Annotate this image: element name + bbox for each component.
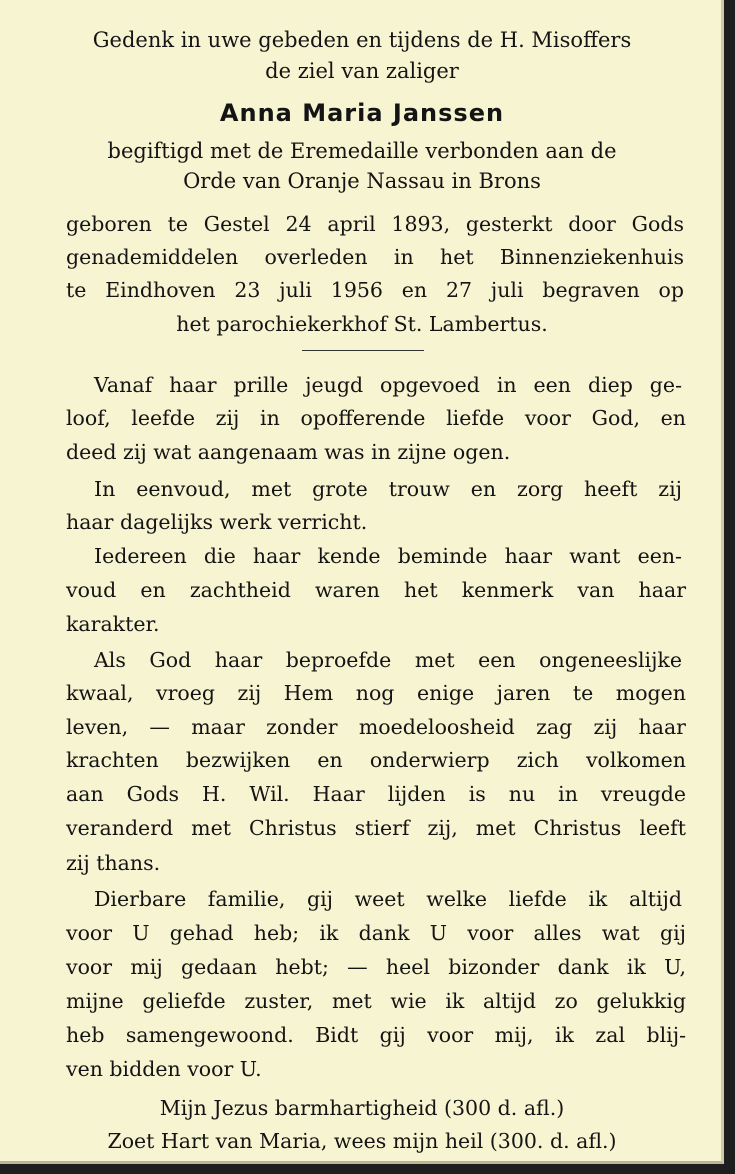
divider — [302, 350, 424, 351]
body-line: Iedereen die haar kende beminde haar want een- — [94, 544, 682, 568]
body-line: mijne geliefde zuster, met wie ik altijd zo gelukkig — [66, 989, 686, 1013]
deceased-name: Anna Maria Janssen — [219, 99, 505, 127]
body-line: aan Gods H. Wil. Haar lijden is nu in vreugde — [66, 782, 686, 806]
body-line: ven bidden voor U. — [66, 1057, 262, 1081]
honor-line-2: Orde van Oranje Nassau in Brons — [183, 169, 541, 193]
body-line: voor mij gedaan hebt; — heel bizonder dank ik U, — [66, 955, 686, 979]
body-line: veranderd met Christus stierf zij, met Christus leeft — [66, 816, 686, 840]
header-line-1: Gedenk in uwe gebeden en tijdens de H. Misoffers — [92, 28, 632, 52]
biography-line: te Eindhoven 23 juli 1956 en 27 juli begraven op — [66, 278, 684, 302]
honor-line-1: begiftigd met de Eremedaille verbonden aan de — [107, 139, 617, 163]
body-line: krachten bezwijken en onderwierp zich volkomen — [66, 748, 686, 772]
body-line: loof, leefde zij in opofferende liefde voor God, en — [66, 406, 686, 430]
scan-edge-right — [724, 0, 735, 1174]
body-line: leven, — maar zonder moedeloosheid zag zij haar — [66, 715, 686, 739]
body-line: Dierbare familie, gij weet welke liefde ik altijd — [94, 887, 682, 911]
prayer-line-1: Mijn Jezus barmhartigheid (300 d. afl.) — [159, 1096, 565, 1120]
body-line: kwaal, vroeg zij Hem nog enige jaren te mogen — [66, 681, 686, 705]
body-line: voud en zachtheid waren het kenmerk van haar — [66, 578, 686, 602]
body-line: haar dagelijks werk verricht. — [66, 510, 368, 534]
prayer-line-2: Zoet Hart van Maria, wees mijn heil (300. d. afl.) — [107, 1129, 617, 1153]
body-line: deed zij wat aangenaam was in zijne ogen. — [66, 440, 511, 464]
body-line: In eenvoud, met grote trouw en zorg heeft zij — [94, 477, 682, 501]
scan-edge-bottom — [0, 1164, 735, 1174]
biography-line: het parochiekerkhof St. Lambertus. — [176, 312, 548, 336]
body-line: heb samengewoond. Bidt gij voor mij, ik zal blij- — [66, 1023, 686, 1047]
body-line: Als God haar beproefde met een ongeneeslijke — [94, 648, 682, 672]
body-line: zij thans. — [66, 851, 161, 875]
biography-line: genademiddelen overleden in het Binnenziekenhuis — [66, 245, 684, 269]
header-line-2: de ziel van zaliger — [265, 59, 459, 83]
body-line: Vanaf haar prille jeugd opgevoed in een diep ge- — [94, 373, 682, 397]
biography-line: geboren te Gestel 24 april 1893, gesterkt door Gods — [66, 212, 684, 236]
body-line: karakter. — [66, 612, 160, 636]
body-line: voor U gehad heb; ik dank U voor alles wat gij — [66, 921, 686, 945]
